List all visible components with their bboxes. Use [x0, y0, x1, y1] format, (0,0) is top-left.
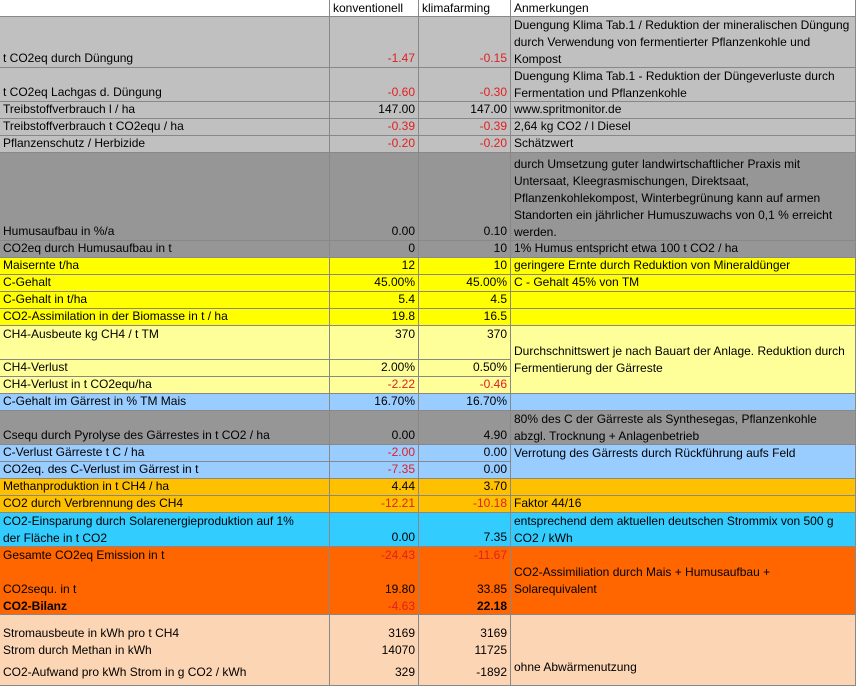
header-konventionell[interactable]: konventionell — [330, 0, 419, 17]
row-c-verlust-v1[interactable]: -2.00 — [330, 445, 419, 462]
row-humus-pct-v1[interactable]: 0.00 — [330, 153, 419, 241]
row-ch4-verlust-t-v1[interactable]: -2.22 — [330, 377, 419, 394]
row-ch4-verlust-t-label[interactable]: CH4-Verlust in t CO2equ/ha — [0, 377, 330, 394]
row-solar-label-line2: der Fläche in t CO2 — [3, 531, 108, 545]
row-solar-label[interactable] — [0, 513, 330, 547]
note-c-gehalt[interactable]: C - Gehalt 45% von TM — [511, 275, 856, 292]
note-empty[interactable] — [511, 394, 856, 411]
row-ch4-verlust-v1[interactable]: 2.00% — [330, 360, 419, 377]
note-gesamt[interactable]: CO2-Assimiliation durch Mais + Humusaufbau + Solarequivalent — [511, 547, 856, 615]
row-methan-v1[interactable]: 4.44 — [330, 479, 419, 496]
row-gesamt-v2: -11.67 — [473, 548, 507, 562]
row-co2-assim-v1[interactable]: 19.8 — [330, 309, 419, 326]
spacer — [3, 564, 326, 581]
row-strom-v2-block[interactable] — [419, 615, 511, 686]
note-treibstoff-l[interactable]: www.spritmonitor.de — [511, 102, 856, 119]
row-co2sequ-v1: 19.80 — [384, 582, 415, 596]
row-c-gehalt-v2[interactable]: 45.00% — [419, 275, 511, 292]
row-gesamt-v2-block[interactable] — [419, 547, 511, 615]
row-stromausbeute-v1: 3169 — [388, 626, 415, 640]
row-c-verlust-v2[interactable]: 0.00 — [419, 445, 511, 462]
row-duengung-v1[interactable]: -1.47 — [330, 17, 419, 68]
row-treibstoff-t-v1[interactable]: -0.39 — [330, 119, 419, 136]
row-methan-v2[interactable]: 3.70 — [419, 479, 511, 496]
row-c-gehalt-t-v2[interactable]: 4.5 — [419, 292, 511, 309]
row-ch4-verlust-v2[interactable]: 0.50% — [419, 360, 511, 377]
row-pyrolyse-label[interactable]: Csequ durch Pyrolyse des Gärrestes in t CO2 / ha — [0, 411, 330, 445]
row-humus-pct-label[interactable]: Humusaufbau in %/a — [0, 153, 330, 241]
row-solar-v2[interactable]: 7.35 — [419, 513, 511, 547]
row-aufwand-label: CO2-Aufwand pro kWh Strom in g CO2 / kWh — [3, 665, 247, 679]
note-pyrolyse[interactable]: 80% des C der Gärreste als Synthesegas, Pflanzenkohle abzgl. Trocknung + Anlagenbetrieb — [511, 411, 856, 445]
row-humus-t-v1[interactable]: 0 — [330, 241, 419, 258]
header-label-cell[interactable] — [0, 0, 330, 17]
row-humus-t-v2[interactable]: 10 — [419, 241, 511, 258]
row-c-gaerrest-label[interactable]: C-Gehalt im Gärrest in % TM Mais — [0, 394, 330, 411]
row-pflanzenschutz-v1[interactable]: -0.20 — [330, 136, 419, 153]
row-ch4-ausbeute-v2[interactable]: 370 — [419, 326, 511, 360]
row-pyrolyse-v2[interactable]: 4.90 — [419, 411, 511, 445]
row-co2-assim-label[interactable]: CO2-Assimilation in der Biomasse in t / ha — [0, 309, 330, 326]
row-gesamt-label: Gesamte CO2eq Emission in t — [3, 548, 165, 562]
row-gesamt-v1-block[interactable] — [330, 547, 419, 615]
row-lachgas-label[interactable]: t CO2eq Lachgas d. Düngung — [0, 68, 330, 102]
row-maisernte-v1[interactable]: 12 — [330, 258, 419, 275]
note-humus[interactable]: durch Umsetzung guter landwirtschaftlicher Praxis mit Untersaat, Kleegrasmischungen, Direktsaat, Pflanzenkohlekompost, Winterbegrünung kann auf armen Standorten ein jährlicher Humuszuwachs von 0,1 % erreicht werden. — [511, 153, 856, 241]
row-c-gehalt-t-label[interactable]: C-Gehalt in t/ha — [0, 292, 330, 309]
row-treibstoff-l-v2[interactable]: 147.00 — [419, 102, 511, 119]
row-co2-c-verlust-v1[interactable]: -7.35 — [330, 462, 419, 479]
row-humus-t-label[interactable]: CO2eq durch Humusaufbau in t — [0, 241, 330, 258]
row-c-gaerrest-v1[interactable]: 16.70% — [330, 394, 419, 411]
row-co2-verbrennung-v1[interactable]: -12.21 — [330, 496, 419, 513]
row-co2-verbrennung-v2[interactable]: -10.18 — [419, 496, 511, 513]
header-anmerkungen[interactable]: Anmerkungen — [511, 0, 856, 17]
note-pflanzenschutz[interactable]: Schätzwert — [511, 136, 856, 153]
spacer — [333, 564, 415, 581]
note-empty[interactable] — [511, 309, 856, 326]
row-ch4-ausbeute-label[interactable]: CH4-Ausbeute kg CH4 / t TM — [0, 326, 330, 360]
note-maisernte[interactable]: geringere Ernte durch Reduktion von Mineraldünger — [511, 258, 856, 275]
note-solar[interactable]: entsprechend dem aktuellen deutschen Strommix von 500 g CO2 / kWh — [511, 513, 856, 547]
note-ch4[interactable]: Durchschnittswert je nach Bauart der Anlage. Reduktion durch Fermentierung der Gärreste — [511, 343, 856, 394]
note-treibstoff-t[interactable]: 2,64 kg CO2 / l Diesel — [511, 119, 856, 136]
row-c-gaerrest-v2[interactable]: 16.70% — [419, 394, 511, 411]
note-c-verlust[interactable]: Verrotung des Gärrests durch Rückführung aufs Feld — [511, 445, 856, 479]
note-humus-t[interactable]: 1% Humus entspricht etwa 100 t CO2 / ha — [511, 241, 856, 258]
row-strom-methan-v2: 11725 — [474, 643, 507, 657]
row-solar-v1[interactable]: 0.00 — [330, 513, 419, 547]
note-empty[interactable] — [511, 292, 856, 309]
row-bilanz-v1: -4.63 — [387, 599, 415, 613]
row-lachgas-v2[interactable]: -0.30 — [419, 68, 511, 102]
row-co2-c-verlust-v2[interactable]: 0.00 — [419, 462, 511, 479]
row-ch4-verlust-t-v2[interactable]: -0.46 — [419, 377, 511, 394]
note-aufwand[interactable] — [511, 615, 856, 686]
note-aufwand-text: ohne Abwärmenutzung — [514, 660, 637, 674]
row-treibstoff-t-v2[interactable]: -0.39 — [419, 119, 511, 136]
row-ch4-verlust-label[interactable]: CH4-Verlust — [0, 360, 330, 377]
row-humus-pct-v2[interactable]: 0.10 — [419, 153, 511, 241]
row-pyrolyse-v1[interactable]: 0.00 — [330, 411, 419, 445]
note-lachgas[interactable]: Duengung Klima Tab.1 - Reduktion der Düngeverluste durch Fermentation und Pflanzenkohle — [511, 68, 856, 102]
row-aufwand-v2: -1892 — [476, 665, 507, 679]
row-maisernte-label[interactable]: Maisernte t/ha — [0, 258, 330, 275]
row-bilanz-v2: 22.18 — [476, 599, 507, 613]
row-duengung-v2[interactable]: -0.15 — [419, 17, 511, 68]
row-stromausbeute-label: Stromausbeute in kWh pro t CH4 — [3, 626, 180, 640]
row-co2-assim-v2[interactable]: 16.5 — [419, 309, 511, 326]
row-stromausbeute-v2: 3169 — [480, 626, 507, 640]
row-strom-methan-label: Strom durch Methan in kWh — [3, 643, 152, 657]
row-pflanzenschutz-v2[interactable]: -0.20 — [419, 136, 511, 153]
row-ch4-ausbeute-v1[interactable]: 370 — [330, 326, 419, 360]
row-c-gehalt-v1[interactable]: 45.00% — [330, 275, 419, 292]
row-treibstoff-l-label[interactable]: Treibstoffverbrauch l / ha — [0, 102, 330, 119]
row-bilanz-label: CO2-Bilanz — [3, 599, 68, 613]
note-co2-verbrennung[interactable]: Faktor 44/16 — [511, 496, 856, 513]
row-maisernte-v2[interactable]: 10 — [419, 258, 511, 275]
row-c-gehalt-label[interactable]: C-Gehalt — [0, 275, 330, 292]
row-pflanzenschutz-label[interactable]: Pflanzenschutz / Herbizide — [0, 136, 330, 153]
row-lachgas-v1[interactable]: -0.60 — [330, 68, 419, 102]
row-solar-label-line1: CO2-Einsparung durch Solarenergieproduktion auf 1% — [3, 514, 294, 528]
row-c-gehalt-t-v1[interactable]: 5.4 — [330, 292, 419, 309]
row-strom-methan-v1: 14070 — [381, 643, 415, 657]
row-c-verlust-label[interactable]: C-Verlust Gärreste t C / ha — [0, 445, 330, 462]
row-co2sequ-v2: 33.85 — [476, 582, 507, 596]
row-gesamt-v1: -24.43 — [380, 548, 415, 562]
header-klimafarming[interactable]: klimafarming — [419, 0, 511, 17]
row-co2-c-verlust-label[interactable]: CO2eq. des C-Verlust im Gärrest in t — [0, 462, 330, 479]
row-strom-label-block[interactable] — [0, 615, 330, 686]
row-duengung-label[interactable]: t CO2eq durch Düngung — [0, 17, 330, 68]
row-aufwand-v1: 329 — [394, 665, 415, 679]
row-treibstoff-l-v1[interactable]: 147.00 — [330, 102, 419, 119]
note-duengung[interactable]: Duengung Klima Tab.1 / Reduktion der mineralischen Düngung durch Verwendung von fermentierter Pflanzenkohle und Kompost — [511, 17, 856, 68]
note-empty[interactable] — [511, 479, 856, 496]
row-treibstoff-t-label[interactable]: Treibstoffverbrauch t CO2equ / ha — [0, 119, 330, 136]
spacer — [422, 564, 507, 581]
row-co2sequ-label: CO2sequ. in t — [3, 582, 77, 596]
row-co2-verbrennung-label[interactable]: CO2 durch Verbrennung des CH4 — [0, 496, 330, 513]
row-strom-v1-block[interactable] — [330, 615, 419, 686]
row-methan-label[interactable]: Methanproduktion in t CH4 / ha — [0, 479, 330, 496]
row-gesamt-label-block[interactable] — [0, 547, 330, 615]
